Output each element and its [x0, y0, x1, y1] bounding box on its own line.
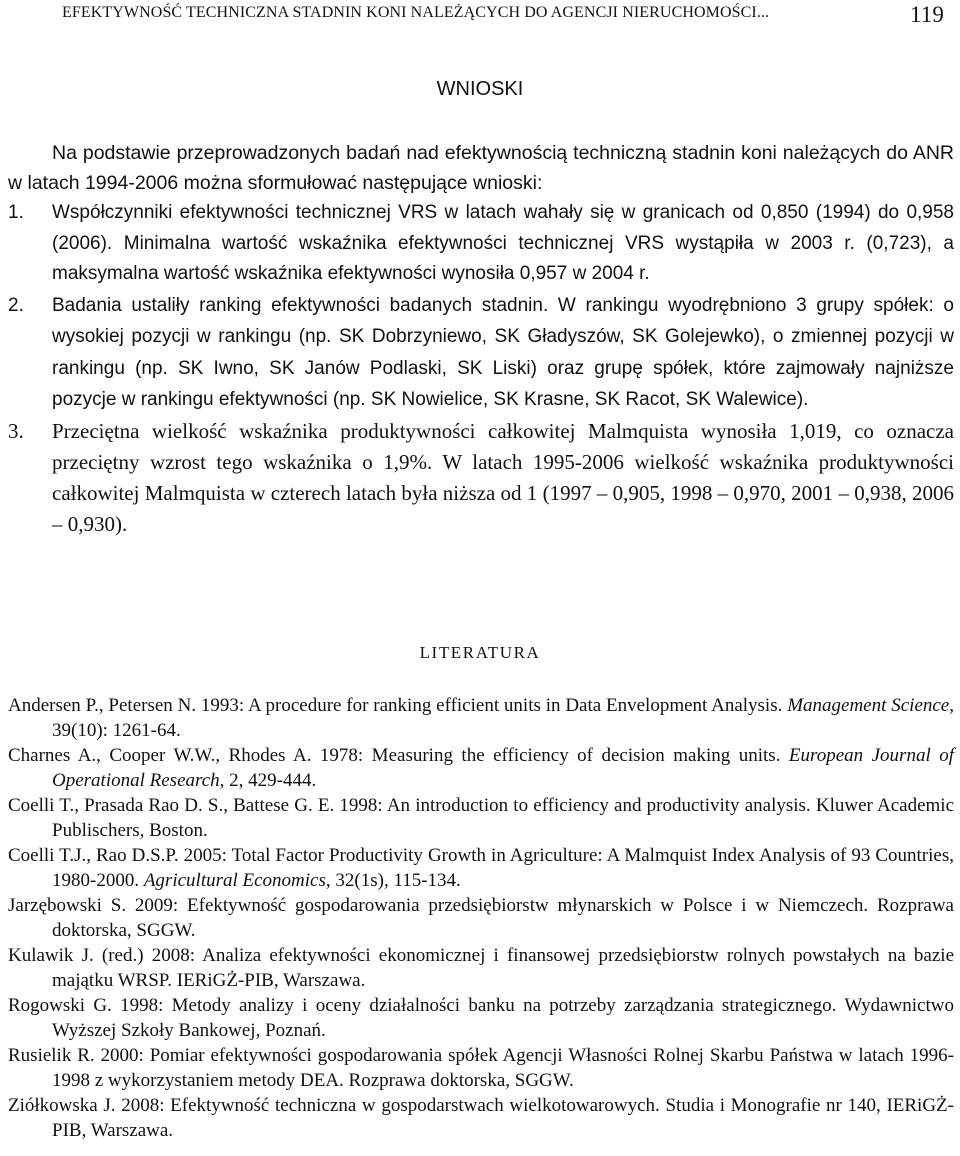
- reference-text: Charnes A., Cooper W.W., Rhodes A. 1978: Measuring the efficiency of decision making units.: [8, 745, 789, 766]
- reference-text: Coelli T., Prasada Rao D. S., Battese G. E. 1998: An introduction to efficiency and productivity analysis. Kluwer Academic Publischers, Boston.: [8, 795, 954, 841]
- conclusion-item: [8, 416, 954, 540]
- conclusions-list: [8, 198, 954, 540]
- reference-item: [8, 893, 954, 943]
- reference-journal: Management Science,: [787, 695, 954, 716]
- reference-item: [8, 743, 954, 793]
- reference-text: Coelli T.J., Rao D.S.P. 2005: Total Factor Productivity Growth in Agriculture: A Malmquist Index Analysis of 93 Countries, 1980-2000.: [8, 845, 954, 891]
- reference-item: [8, 1043, 954, 1093]
- reference-details: , 2, 429-444.: [219, 770, 317, 791]
- reference-text: Rogowski G. 1998: Metody analizy i oceny działalności banku na potrzeby zarządzania strategicznego. Wydawnictwo Wyższej Szkoły Bankowej, Poznań.: [8, 995, 954, 1041]
- literature-heading: LITERATURA: [419, 643, 541, 662]
- reference-item: [8, 993, 954, 1043]
- reference-item: [8, 843, 954, 893]
- reference-item: [8, 1093, 954, 1143]
- reference-text: Rusielik R. 2000: Pomiar efektywności gospodarowania spółek Agencji Własności Rolnej Skarbu Państwa w latach 1996-1998 z wykorzystaniem metody DEA. Rozprawa doktorska, SGGW.: [8, 1045, 954, 1091]
- running-title: EFEKTYWNOŚĆ TECHNICZNA STADNIN KONI NALEŻĄCYCH DO AGENCJI NIERUCHOMOŚCI...: [62, 4, 770, 21]
- running-header: [62, 2, 952, 27]
- conclusions-intro: Na podstawie przeprowadzonych badań nad efektywnością techniczną stadnin koni należących do ANR w latach 1994-2006 można sformułować następujące wnioski:: [8, 142, 954, 194]
- conclusion-text: Badania ustaliły ranking efektywności badanych stadnin. W rankingu wyodrębniono 3 grupy spółek: o wysokiej pozycji w rankingu (np. SK Dobrzyniewo, SK Gładyszów, SK Golejewko), o zmiennej pozycji w rankingu (np. SK Iwno, SK Janów Podlaski, SK Liski) oraz grupę spółek, które zajmowały najniższe pozycje w rankingu efektywności (np. SK Nowielice, SK Krasne, SK Racot, SK Walewice).: [52, 294, 954, 410]
- reference-text: Jarzębowski S. 2009: Efektywność gospodarowania przedsiębiorstw młynarskich w Polsce i w Niemczech. Rozprawa doktorska, SGGW.: [8, 895, 954, 941]
- reference-item: [8, 943, 954, 993]
- reference-journal: European Journal of Operational Research: [52, 745, 954, 791]
- reference-list: [8, 693, 954, 1143]
- page-number: 119: [910, 2, 944, 27]
- conclusion-number: 1.: [8, 202, 24, 223]
- reference-details: 39(10): 1261-64.: [52, 720, 181, 741]
- conclusion-text: Przeciętna wielkość wskaźnika produktywności całkowitej Malmquista wynosiła 1,019, co oznacza przeciętny wzrost tego wskaźnika o 1,9%. W latach 1995-2006 wielkość wskaźnika produktywności całkowitej Malmquista w czterech latach była niższa od 1 (1997 – 0,905, 1998 – 0,970, 2001 – 0,938, 2006 – 0,930).: [52, 418, 954, 536]
- reference-text: Kulawik J. (red.) 2008: Analiza efektywności ekonomicznej i finansowej przedsiębiorstw rolnych powstałych na bazie majątku WRSP. IERiGŻ-PIB, Warszawa.: [8, 945, 954, 991]
- conclusion-number: 2.: [8, 294, 24, 316]
- reference-journal: Agricultural Economics: [143, 870, 326, 891]
- reference-item: [8, 693, 954, 743]
- reference-text: Andersen P., Petersen N. 1993: A procedure for ranking efficient units in Data Envelopment Analysis.: [8, 695, 788, 716]
- conclusions-heading: WNIOSKI: [436, 78, 524, 100]
- conclusion-text: Współczynniki efektywności technicznej VRS w latach wahały się w granicach od 0,850 (1994) do 0,958 (2006). Minimalna wartość wskaźnika efektywności technicznej VRS wystąpiła w 2003 r. (0,723), a maksymalna wartość wskaźnika efektywności wynosiła 0,957 w 2004 r.: [52, 202, 954, 284]
- conclusion-number: 3.: [8, 418, 24, 443]
- conclusion-item: [8, 198, 954, 290]
- conclusion-item: [8, 290, 954, 416]
- reference-details: , 32(1s), 115-134.: [325, 870, 461, 891]
- reference-item: [8, 793, 954, 843]
- reference-text: Ziółkowska J. 2008: Efektywność techniczna w gospodarstwach wielkotowarowych. Studia i Monografie nr 140, IERiGŻ-PIB, Warszawa.: [8, 1095, 954, 1141]
